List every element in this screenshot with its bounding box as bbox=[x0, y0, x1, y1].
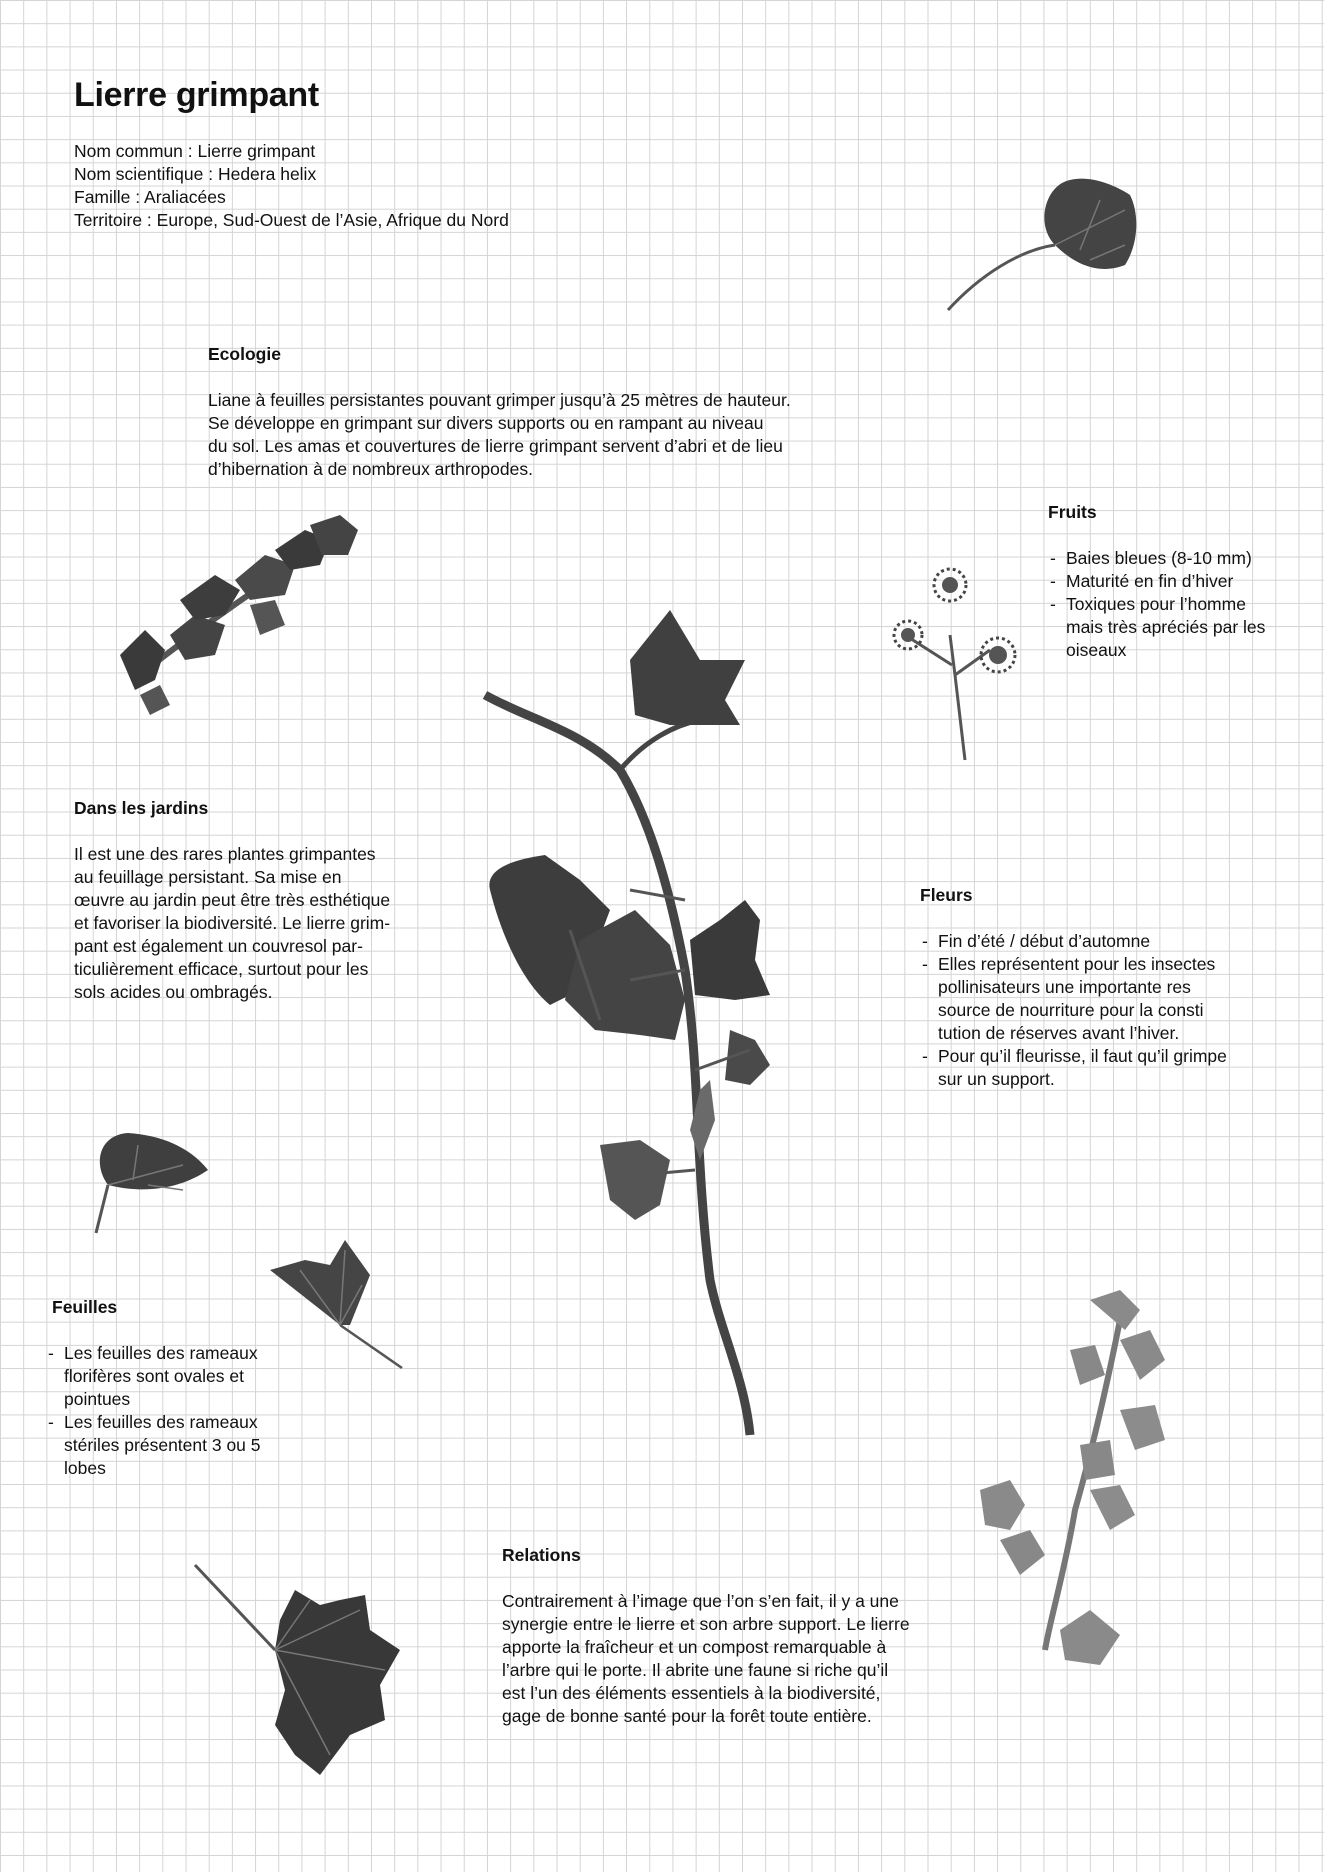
relations-line: gage de bonne santé pour la forêt toute entière. bbox=[502, 1706, 872, 1726]
relations-line: Contrairement à l’image que l’on s’en fait, il y a une bbox=[502, 1591, 899, 1611]
feuilles-item: - Les feuilles des rameaux florifères sont ovales et pointues bbox=[46, 1342, 286, 1411]
ivy-leaf-illustration bbox=[930, 165, 1150, 325]
jardins-line: œuvre au jardin peut être très esthétique bbox=[74, 890, 391, 910]
jardins-line: pant est également un couvresol par- bbox=[74, 936, 363, 956]
fruits-section bbox=[1048, 501, 1278, 662]
fruits-item: - Maturité en fin d’hiver bbox=[1048, 570, 1278, 593]
ecologie-line: d’hibernation à de nombreux arthropodes. bbox=[208, 459, 533, 479]
fruits-heading: Fruits bbox=[1048, 502, 1097, 522]
fleurs-item: - Fin d’été / début d’automne bbox=[920, 930, 1240, 953]
relations-line: synergie entre le lierre et son arbre support. Le lierre bbox=[502, 1614, 910, 1634]
jardins-line: et favoriser la biodiversité. Le lierre grim- bbox=[74, 913, 391, 933]
ecologie-line: du sol. Les amas et couvertures de lierre grimpant servent d’abri et de lieu bbox=[208, 436, 783, 456]
jardins-heading: Dans les jardins bbox=[74, 798, 209, 818]
feuilles-item: - Les feuilles des rameaux stériles présentent 3 ou 5 lobes bbox=[46, 1411, 286, 1480]
ecologie-heading: Ecologie bbox=[208, 344, 281, 364]
feuilles-heading: Feuilles bbox=[52, 1297, 118, 1317]
relations-line: l’arbre qui le porte. Il abrite une faune si riche qu’il bbox=[502, 1660, 889, 1680]
jardins-line: ticulièrement efficace, surtout pour les bbox=[74, 959, 369, 979]
info-territory: Territoire : Europe, Sud-Ouest de l’Asie, Afrique du Nord bbox=[74, 210, 509, 230]
jardins-line: sols acides ou ombragés. bbox=[74, 982, 273, 1002]
fleurs-item: - Elles représentent pour les insectes pollinisateurs une importante res source de nourriture pour la consti tution de réserves avant l’hiver. bbox=[920, 953, 1240, 1045]
fruits-list bbox=[1048, 547, 1278, 662]
fruits-item: - Toxiques pour l’homme mais très apréciés par les oiseaux bbox=[1048, 593, 1278, 662]
feuilles-list bbox=[46, 1342, 286, 1480]
fruits-item: - Baies bleues (8-10 mm) bbox=[1048, 547, 1278, 570]
info-scientific-name: Nom scientifique : Hedera helix bbox=[74, 164, 317, 184]
info-common-name: Nom commun : Lierre grimpant bbox=[74, 141, 316, 161]
ivy-sprig-illustration bbox=[970, 1290, 1170, 1670]
ivy-leaf-illustration bbox=[260, 1240, 410, 1370]
info-family: Famille : Araliacées bbox=[74, 187, 226, 207]
feuilles-section bbox=[46, 1296, 286, 1480]
ecologie-line: Liane à feuilles persistantes pouvant grimper jusqu’à 25 mètres de hauteur. bbox=[208, 390, 791, 410]
jardins-line: au feuillage persistant. Sa mise en bbox=[74, 867, 342, 887]
jardins-section bbox=[74, 797, 390, 1004]
page-title: Lierre grimpant bbox=[74, 76, 319, 114]
fleurs-item: - Pour qu’il fleurisse, il faut qu’il grimpe sur un support. bbox=[920, 1045, 1240, 1091]
relations-section bbox=[502, 1544, 910, 1728]
ivy-leaf-illustration bbox=[190, 1560, 410, 1800]
relations-line: est l’un des éléments essentiels à la biodiversité, bbox=[502, 1683, 881, 1703]
ecologie-section bbox=[208, 343, 791, 481]
fleurs-section bbox=[920, 884, 1240, 1091]
info-block bbox=[74, 140, 509, 232]
ivy-leaf-illustration bbox=[88, 1125, 218, 1235]
ecologie-line: Se développe en grimpant sur divers supports ou en rampant au niveau bbox=[208, 413, 764, 433]
jardins-line: Il est une des rares plantes grimpantes bbox=[74, 844, 376, 864]
ivy-branch-illustration bbox=[470, 600, 820, 1440]
ivy-fruit-illustration bbox=[880, 555, 1050, 765]
relations-line: apporte la fraîcheur et un compost remarquable à bbox=[502, 1637, 887, 1657]
fleurs-heading: Fleurs bbox=[920, 885, 973, 905]
relations-heading: Relations bbox=[502, 1545, 581, 1565]
fleurs-list bbox=[920, 930, 1240, 1091]
ivy-sprig-illustration bbox=[100, 505, 380, 725]
